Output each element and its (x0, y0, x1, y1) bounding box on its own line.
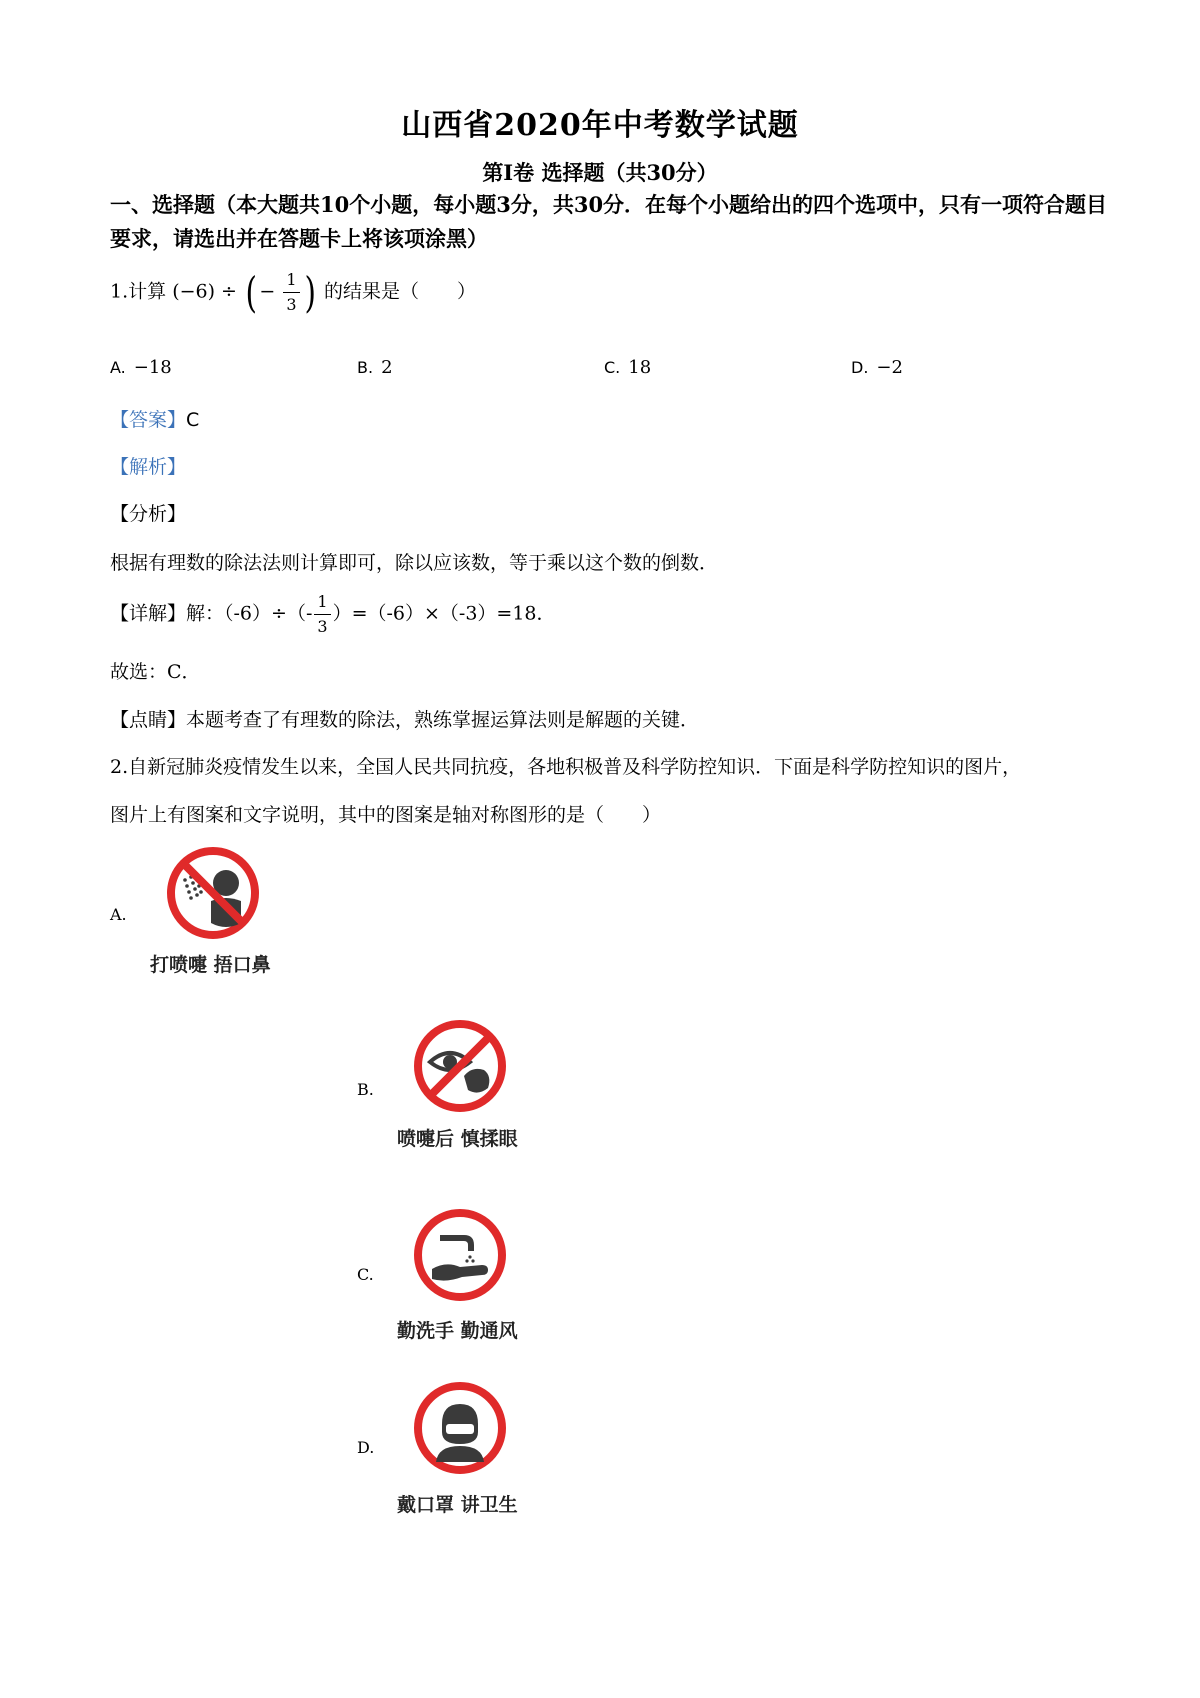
q1-frac-num: 1 (283, 268, 299, 293)
q2-option-c-caption: 勤洗手 勤通风 (397, 1320, 518, 1342)
fenxi-text: 根据有理数的除法法则计算即可，除以应该数，等于乘以这个数的倒数． (110, 552, 719, 574)
q1-frac-den: 3 (286, 295, 297, 314)
q1-option-b: B. 2 (357, 357, 393, 378)
detail-line (110, 590, 556, 639)
q2-option-c-label: C. (357, 1265, 374, 1284)
q2-option-a-label: A. (110, 905, 127, 924)
q1-prefix: 1.计算 (110, 280, 167, 303)
q2-option-b-caption: 喷嚏后 慎揉眼 (397, 1128, 518, 1150)
q1-option-c: C. 18 (604, 357, 652, 378)
detail-pre: 解：（-6）÷（- (186, 602, 313, 625)
q1-option-a: A. −18 (110, 357, 172, 378)
detail-post: ）=（-6）×（-3）=18． (332, 602, 556, 625)
q2-line-1: 2.自新冠肺炎疫情发生以来，全国人民共同抗疫，各地积极普及科学防控知识．下面是科学防控知识的图片， (110, 756, 1022, 778)
answer-tag: 【答案】 (110, 409, 187, 431)
answer-line (110, 405, 199, 432)
q1-suffix: 的结果是（ ） (324, 280, 477, 303)
q2-option-d-caption: 戴口罩 讲卫生 (397, 1494, 518, 1516)
analysis-tag: 【解析】 (110, 456, 187, 478)
right-paren: ) (304, 267, 316, 317)
comment-text: 本题考查了有理数的除法，熟练掌握运算法则是解题的关键． (186, 709, 700, 731)
q1-fraction (283, 268, 299, 317)
comment-tag: 【点睛】 (110, 709, 187, 731)
q1-expr-left: (−6) ÷ (172, 280, 237, 303)
detail-tag: 【详解】 (110, 602, 187, 625)
choose-line: 故选：C． (110, 661, 201, 683)
left-paren: ( (245, 267, 257, 317)
fenxi-tag: 【分析】 (110, 503, 187, 525)
comment-line (110, 705, 699, 732)
handwash-icon (412, 1207, 508, 1303)
q2-line-2: 图片上有图案和文字说明，其中的图案是轴对称图形的是（ ） (110, 804, 662, 826)
q2-option-d-label: D. (357, 1438, 375, 1457)
mask-icon (412, 1380, 508, 1476)
q1-option-d: D. −2 (851, 357, 903, 378)
section-instructions: 一、选择题（本大题共10个小题，每小题3分，共30分．在每个小题给出的四个选项中，只有一项符合题目要求，请选出并在答题卡上将该项涂黑） (110, 192, 1108, 251)
detail-fraction: $\frac{1}{3}$ (314, 590, 330, 639)
q2-option-a-caption: 打喷嚏 捂口鼻 (150, 954, 271, 976)
answer-value: C (186, 409, 200, 431)
page-title: 山西省2020年中考数学试题 (401, 108, 799, 143)
section-subtitle: 第Ⅰ卷 选择题（共30分） (482, 160, 718, 185)
eye-icon (412, 1018, 508, 1114)
q2-option-b-label: B. (357, 1080, 374, 1099)
question-1 (110, 268, 476, 317)
sneeze-icon (165, 845, 261, 941)
q1-neg: − (259, 280, 276, 303)
